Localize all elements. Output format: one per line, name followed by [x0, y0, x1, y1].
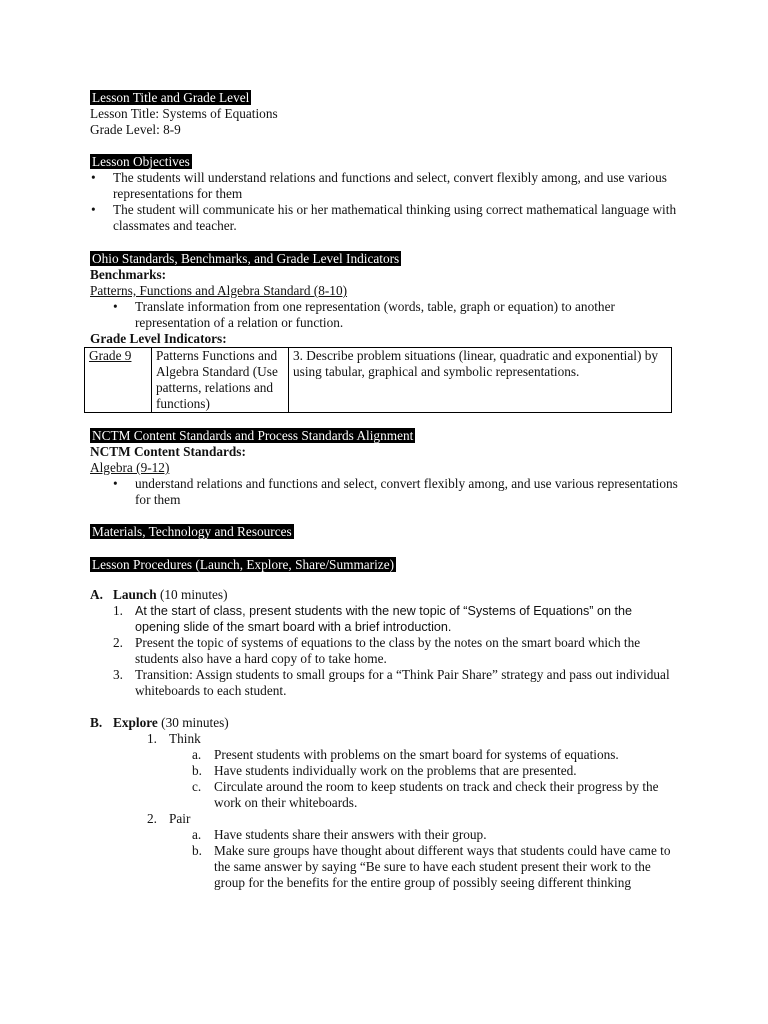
benchmark-item: • Translate information from one representation (words, table, graph or equation) to another representation of a relation or function. [135, 299, 680, 331]
launch-steps [113, 603, 680, 699]
benchmarks-label: Benchmarks: [90, 267, 167, 282]
section-heading: Materials, Technology and Resources [92, 524, 292, 539]
procedures-section [90, 557, 680, 573]
lesson-title-section [90, 90, 680, 138]
objective-item: • The student will communicate his or her mathematical thinking using correct mathematical language with classmates and teacher. [113, 202, 683, 234]
benchmark-list [135, 299, 680, 331]
section-heading: NCTM Content Standards and Process Standards Alignment [92, 428, 414, 443]
list-item: 1. At the start of class, present students with the new topic of “Systems of Equations” on the opening slide of the smart board with a brief introduction. [113, 603, 633, 634]
algebra-link: Algebra (9-12) [90, 460, 170, 475]
launch-time: (10 minutes) [159, 587, 228, 602]
gli-label: Grade Level Indicators: [90, 331, 227, 346]
explore-label: Explore [113, 715, 158, 730]
standard-cell: Patterns Functions and Algebra Standard (Use patterns, relations and functions) [152, 348, 289, 413]
think-label: Think [169, 731, 201, 746]
launch-label: Launch [113, 587, 157, 602]
materials-section [90, 524, 680, 540]
grade-cell: Grade 9 [85, 348, 152, 413]
list-item: b. Have students individually work on the problems that are presented. [192, 763, 577, 778]
explore-marker: B. [90, 715, 103, 730]
objectives-section [90, 154, 680, 170]
list-item: b. Make sure groups have thought about different ways that students could have came to the same answer by saying “Be sure to have each student present their work to the group for the benefits for the entire group of possibly seeing different thinking [192, 843, 671, 890]
launch-marker: A. [90, 587, 103, 602]
list-item: c. Circulate around the room to keep students on track and check their progress by the work on their whiteboards. [192, 779, 659, 810]
nctm-list [135, 476, 680, 508]
nctm-content-label: NCTM Content Standards: [90, 444, 246, 459]
pair-items [192, 827, 680, 891]
grade-level-indicators-table [84, 347, 672, 413]
standard-link: Patterns, Functions and Algebra Standard (8-10) [90, 283, 348, 298]
section-heading: Lesson Title and Grade Level [92, 90, 250, 105]
list-item: 2. Present the topic of systems of equations to the class by the notes on the smart board which the students also have a hard copy of to take home. [113, 635, 641, 666]
objectives-list [113, 170, 683, 234]
list-item: 3. Transition: Assign students to small groups for a “Think Pair Share” strategy and pass out individual whiteboards to each student. [113, 667, 670, 698]
table-row [85, 348, 672, 413]
pair-label: Pair [169, 811, 191, 826]
gli-section [90, 331, 680, 347]
lesson-title: Lesson Title: Systems of Equations [90, 106, 278, 121]
indicator-cell: 3. Describe problem situations (linear, quadratic and exponential) by using tabular, graphical and symbolic representations. [289, 348, 672, 413]
section-heading: Lesson Procedures (Launch, Explore, Share/Summarize) [92, 557, 395, 572]
list-item: a. Present students with problems on the smart board for systems of equations. [192, 747, 619, 762]
section-heading: Lesson Objectives [92, 154, 190, 169]
list-item: a. Have students share their answers with their group. [192, 827, 487, 842]
nctm-item: • understand relations and functions and select, convert flexibly among, and use various representations for them [135, 476, 680, 508]
document-page: Lesson Title and Grade Level Lesson Title: Systems of Equations Grade Level: 8-9 Lesson Objectives • The students will understand relations and functions and select, convert flexibly among, and use various representations for them • The student will communicate his or her mathematical thinking using correct mathematical language with classmates and teacher. Ohio Standards, Benchmarks, and Grade Level Indicators Benchmarks: Patterns, Functions and Algebra Standard (8-10) • Translate information from one representation (words, table, graph or equation) to another representation of a relation or function. Grade Level Indicators: Grade 9 Patterns Functions and Algebra Standard (Use patterns, relations and functions) 3. Describe problem situations (linear, quadratic and exponential) by using tabular, graphical and symbolic representations. NCTM Content Standards and Process Standards Alignment NCTM Content Standards: Algebra (9-12) • understand relations and functions and select, convert flexibly among, and use various representations for them Materials, Technology and Resources Lesson Procedures (Launch, Explore, Share/Summarize) A. Launch (10 minutes) 1. At the start of class, present students with the new topic of “Systems of Equations” on the opening slide of the smart board with a brief introduction. 2. Present the topic of systems of equations to the class by the notes on the smart board which the students also have a hard copy of to take home. 3. Transition: Assign students to small groups for a “Think Pair Share” strategy and pass out individual whiteboards to each student. B. Explore (30 minutes) 1. Think a. Present students with problems on the smart board for systems of equations. b. Have students individually work on the problems that are presented. c. Circulate around the room to keep students on track and check their progress by the work on their whiteboards. 2. Pair a. Have students share their answers with their group. b. Make sure groups have thought about different ways that students could have came to the same answer by saying “Be sure to have each student present their work to the group for the benefits for the entire group of possibly seeing different thinking [0, 0, 768, 1024]
grade-level: Grade Level: 8-9 [90, 122, 181, 137]
section-heading: Ohio Standards, Benchmarks, and Grade Level Indicators [92, 251, 400, 266]
think-items [192, 747, 680, 811]
explore-time: (30 minutes) [161, 715, 229, 730]
objective-item: • The students will understand relations and functions and select, convert flexibly among, and use various representations for them [113, 170, 683, 202]
nctm-section [90, 428, 680, 476]
ohio-standards-section [90, 251, 680, 299]
